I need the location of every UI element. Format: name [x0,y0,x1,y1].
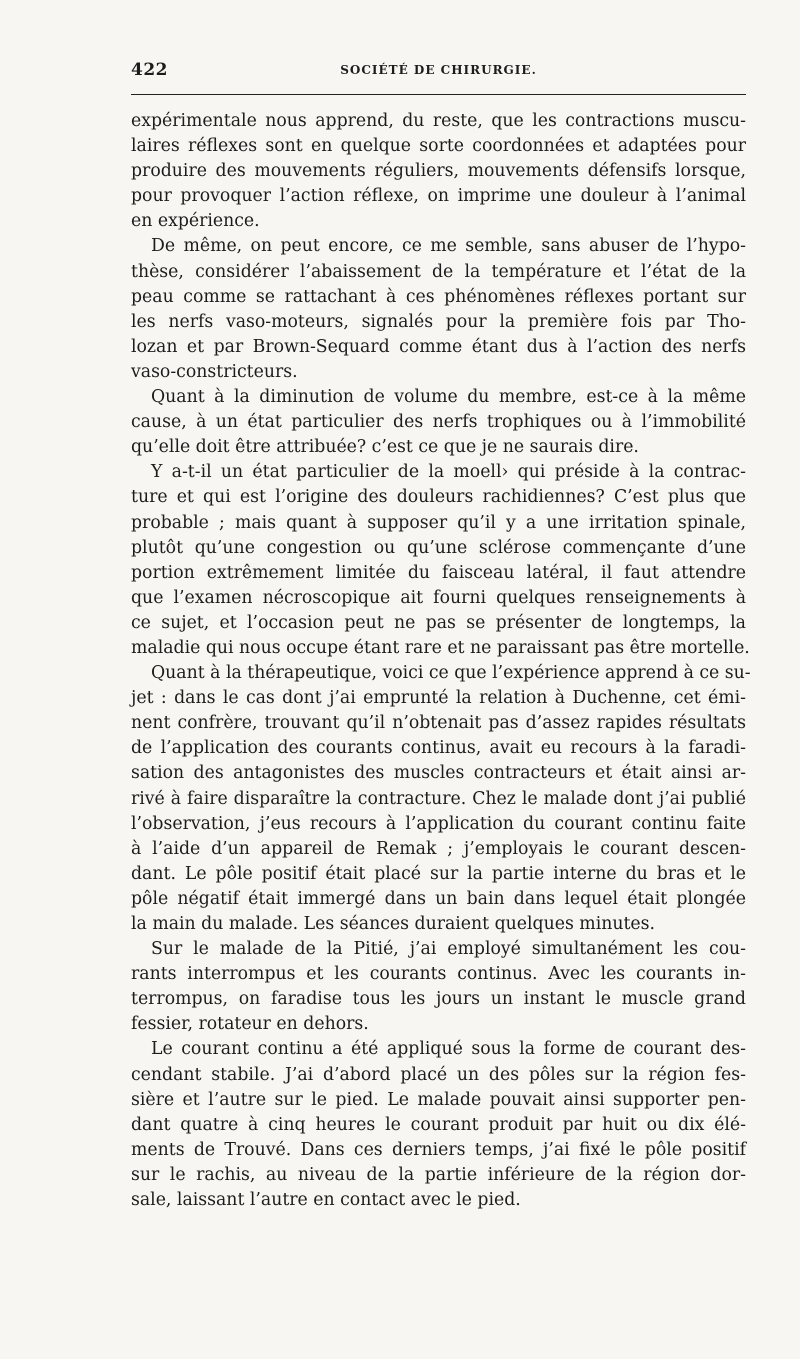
text-line: laires réflexes sont en quelque sorte coordonnées et adaptées pour [131,136,746,157]
text-line: Sur le malade de la Pitié, j’ai employé simultanément les cou- [151,939,746,960]
text-line: expérimentale nous apprend, du reste, que les contractions muscu- [131,111,746,131]
text-line: pôle négatif était immergé dans un bain dans lequel était plongée [131,888,746,909]
text-line: sière et l’autre sur le pied. Le malade pouvait ainsi supporter pen- [131,1089,746,1110]
text-line: nent confrère, trouvant qu’il n’obtenait pas d’assez rapides résultats [131,713,746,734]
text-line: ture et qui est l’origine des douleurs rachidiennes? C’est plus que [131,487,746,508]
text-line: sation des antagonistes des muscles contracteurs et était ainsi ar- [131,763,746,784]
text-line: vaso-constricteurs. [131,361,298,382]
text-line: probable ; mais quant à supposer qu’il y a une irritation spinale, [131,512,746,533]
page-number: 422 [131,60,168,80]
text-line: De même, on peut encore, ce me semble, sans abuser de l’hypo- [151,236,746,257]
text-line: peau comme se rattachant à ces phénomènes réflexes portant sur [131,286,746,307]
text-line: dant quatre à cinq heures le courant produit par huit ou dix élé- [131,1114,746,1135]
text-line: rivé à faire disparaître la contracture. Chez le malade dont j’ai publié [131,788,746,809]
paragraph [131,385,746,460]
text-line: lozan et par Brown-Sequard comme étant dus à l’action des nerfs [131,336,746,357]
text-line: en expérience. [131,211,260,232]
text-line: cause, à un état particulier des nerfs trophiques ou à l’immobilité [131,412,746,433]
text-line: terrompus, on faradise tous les jours un instant le muscle grand [131,989,746,1010]
text-line: de l’application des courants continus, avait eu recours à la faradi- [131,738,746,759]
text-line: Quant à la thérapeutique, voici ce que l’expérience apprend à ce su- [151,663,751,684]
body-text [131,109,751,1213]
text-line: ce sujet, et l’occasion peut ne pas se présenter de longtemps, la [131,612,746,633]
text-line: la main du malade. Les séances duraient quelques minutes. [131,914,656,934]
text-line: rants interrompus et les courants continus. Avec les courants in- [131,964,746,985]
text-line: Y a-t-il un état particulier de la moell› qui préside à la contrac- [151,462,746,483]
text-line: ments de Trouvé. Dans ces derniers temps, j’ai fixé le pôle positif [131,1139,746,1160]
text-line: portion extrêmement limitée du faisceau latéral, il faut attendre [131,562,746,583]
running-title: SOCIÉTÉ DE CHIRURGIE. [340,63,537,77]
text-line: maladie qui nous occupe étant rare et ne paraissant pas être mortelle. [131,637,750,658]
paragraph [131,460,750,661]
text-line: sale, laissant l’autre en contact avec le pied. [131,1190,521,1211]
text-line: qu’elle doit être attribuée? c’est ce que je ne saurais dire. [131,437,639,458]
page-header [131,60,746,84]
paragraph [131,234,746,385]
text-line: dant. Le pôle positif était placé sur la partie interne du bras et le [131,863,746,884]
text-line: plutôt qu’une congestion ou qu’une sclérose commençante d’une [131,537,746,558]
text-line: cendant stabile. J’ai d’abord placé un des pôles sur la région fes- [131,1064,746,1085]
text-line: jet : dans le cas dont j’ai emprunté la relation à Duchenne, cet émi- [131,688,746,709]
text-line: les nerfs vaso-moteurs, signalés pour la première fois par Tho- [131,311,746,332]
text-line: thèse, considérer l’abaissement de la température et l’état de la [131,261,746,282]
paragraph [131,109,746,234]
header-rule [131,94,746,95]
text-line: produire des mouvements réguliers, mouvements défensifs lorsque, [131,161,746,182]
text-line: pour provoquer l’action réflexe, on imprime une douleur à l’animal [131,186,746,207]
paragraph [131,661,751,937]
text-line: que l’examen nécroscopique ait fourni quelques renseignements à [131,587,746,608]
text-line: fessier, rotateur en dehors. [131,1014,369,1035]
text-line: Quant à la diminution de volume du membre, est-ce à la même [151,387,746,408]
text-line: à l’aide d’un appareil de Remak ; j’employais le courant descen- [131,838,746,859]
paragraph [131,937,746,1037]
text-line: l’observation, j’eus recours à l’application du courant continu faite [131,813,746,834]
paragraph [131,1037,746,1213]
text-line: Le courant continu a été appliqué sous la forme de courant des- [151,1039,746,1060]
text-line: sur le rachis, au niveau de la partie inférieure de la région dor- [131,1164,746,1185]
